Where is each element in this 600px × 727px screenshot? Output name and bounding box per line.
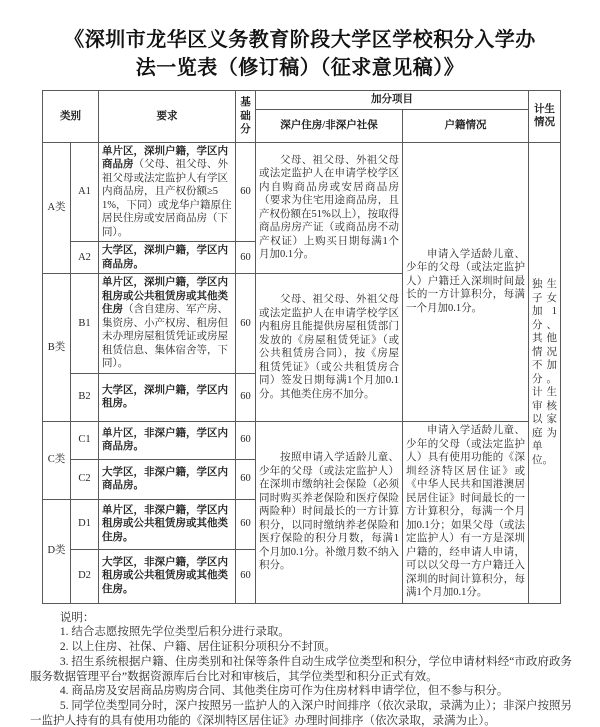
header-requirement: 要求: [99, 91, 236, 143]
cell-base-a2: 60: [236, 242, 256, 274]
note-item-5: 5. 同学位类型同分时，深户按照另一监护人的入深户时间排序（依次录取，录满为止）；非深户按照另一监护人持有的具有使用功能的《深圳特区居住证》办理时间排序（依次录取，录满为止）。: [30, 700, 572, 727]
cell-code-a2: A2: [71, 242, 99, 274]
requirement-c1-bold: 单片区，非深户籍，学区内商品房。: [102, 427, 228, 452]
note-item-2: 2. 以上住房、社保、户籍、居住证积分项积分不封顶。: [59, 641, 336, 654]
cell-category-a: A类: [43, 142, 71, 274]
header-family-planning: 计生情况: [529, 91, 561, 143]
page-title: [0, 0, 600, 82]
cell-registry-cd: 申请入学适龄儿童、少年的父母（或法定监护人）具有使用功能的《深圳经济特区居住证》或《中华人民共和国港澳居民居住证》时间最长的一方计算积分，每满一个月加0.1分；如果父母（或法定监护人）有一方是深圳户籍的，经申请人申请，可以以父母一方户籍迁入深圳的时间计算积分，每满1个月加0.1分。: [403, 421, 529, 603]
cell-requirement-c1: [99, 421, 236, 459]
page-title-line2: 法一览表（修订稿）（征求意见稿）》: [135, 57, 465, 79]
cell-family-planning: 独生子女加1分、其他情况不加分。计生审核以家庭为单位。: [529, 142, 561, 603]
points-table: [42, 90, 561, 604]
cell-code-c1: C1: [71, 421, 99, 459]
header-base-score: 基础分: [236, 91, 256, 143]
cell-base-a1: 60: [236, 142, 256, 242]
cell-requirement-d2: [99, 549, 236, 603]
requirement-a1-bold: 单片区，深圳户籍，学区内商品房: [102, 145, 228, 170]
cell-registry-ab: 申请入学适龄儿童、少年的父母（或法定监护人）户籍迁入深圳时间最长的一方计算积分，每满一个月加0.1分。: [403, 142, 529, 421]
cell-requirement-d1: [99, 499, 236, 549]
cell-code-b2: B2: [71, 373, 99, 421]
cell-category-d: D类: [43, 499, 71, 603]
requirement-b1-bold: 单片区，深圳户籍，学区内租房或公共租赁房或其他类住房: [102, 277, 228, 315]
cell-code-a1: A1: [71, 142, 99, 242]
cell-requirement-b2: [99, 373, 236, 421]
note-item-4: 4. 商品房及安居商品房购房合同、其他类住房可作为住房材料申请学位，但不参与积分。: [59, 685, 509, 698]
requirement-d1-bold: 单片区，非深户籍，学区内租房或公共租赁房或其他类住房。: [102, 504, 228, 543]
cell-base-d2: 60: [236, 549, 256, 603]
cell-base-c2: 60: [236, 459, 256, 499]
cell-housing-b: 父母、祖父母、外祖父母或法定监护人在申请学校学区内租房且能提供房屋租赁部门发放的《房屋租赁凭证》（或公共租赁房合同），按《房屋租赁凭证》（或公共租赁房合同）签发日期每满1个月加0.1分。其他类住房不加分。: [256, 274, 403, 422]
notes-section: [30, 611, 572, 727]
requirement-a1-rest: （父母、祖父母、外祖父母或法定监护人有学区内商品房，且产权份额≥51%，下同）或龙华户籍原住居民住房或安居商品房（下同）。: [102, 159, 232, 238]
requirement-a2-bold: 大学区，深圳户籍，学区内商品房。: [102, 245, 228, 270]
cell-base-d1: 60: [236, 499, 256, 549]
cell-base-b2: 60: [236, 373, 256, 421]
header-bonus-items: 加分项目: [256, 91, 529, 110]
note-item-1: 1. 结合志愿按照先学位类型后积分进行录取。: [59, 626, 290, 639]
cell-code-d2: D2: [71, 549, 99, 603]
cell-housing-a: 父母、祖父母、外祖父母或法定监护人在申请学校学区内自购商品房或安居商品房（要求为住宅用途商品房，且产权份额在51%以上），按取得商品房房产证（或商品房不动产权证）上购买日期每满1个月加0.1分。: [256, 142, 403, 274]
requirement-b1-rest: （含自建房、军产房、集资房、小产权房、租房但未办理房屋租赁凭证或房屋租赁信息、集体宿舍等，下同）。: [102, 304, 228, 369]
page-title-line1: 《深圳市龙华区义务教育阶段大学区学校积分入学办: [64, 29, 536, 51]
cell-base-b1: 60: [236, 274, 256, 374]
cell-requirement-b1: [99, 274, 236, 374]
table-row: [43, 421, 561, 459]
requirement-c2-bold: 大学区，非深户籍，学区内商品房。: [102, 466, 228, 491]
header-registry: 户籍情况: [403, 109, 529, 142]
cell-code-d1: D1: [71, 499, 99, 549]
cell-category-c: C类: [43, 421, 71, 499]
cell-requirement-a2: [99, 242, 236, 274]
note-item-3: 3. 招生系统根据户籍、住房类别和社保等条件自动生成学位类型和积分，学位申请材料经“市政府政务服务数据管理平台”数据资源库后台比对和审核后，其学位类型和积分正式有效。: [30, 655, 572, 683]
cell-requirement-a1: [99, 142, 236, 242]
requirement-d2-bold: 大学区，非深户籍，学区内租房或公共租赁房或其他类住房。: [102, 556, 228, 595]
notes-label: 说明：: [59, 611, 95, 624]
cell-base-c1: 60: [236, 421, 256, 459]
cell-category-b: B类: [43, 274, 71, 422]
header-category: 类别: [43, 91, 99, 143]
table-row: [43, 142, 561, 242]
header-housing-social: 深户住房/非深户社保: [256, 109, 403, 142]
requirement-b2-bold: 大学区，深圳户籍，学区内租房。: [102, 384, 228, 409]
cell-code-b1: B1: [71, 274, 99, 374]
cell-housing-cd: 按照申请入学适龄儿童、少年的父母（或法定监护人）在深圳市缴纳社会保险（必须同时购买养老保险和医疗保险两险种）时间最长的一方计算积分，以同时缴纳养老保险和医疗保险的积分月数，每满1个月加0.1分。补缴月数不纳入积分。: [256, 421, 403, 603]
cell-requirement-c2: [99, 459, 236, 499]
cell-code-c2: C2: [71, 459, 99, 499]
